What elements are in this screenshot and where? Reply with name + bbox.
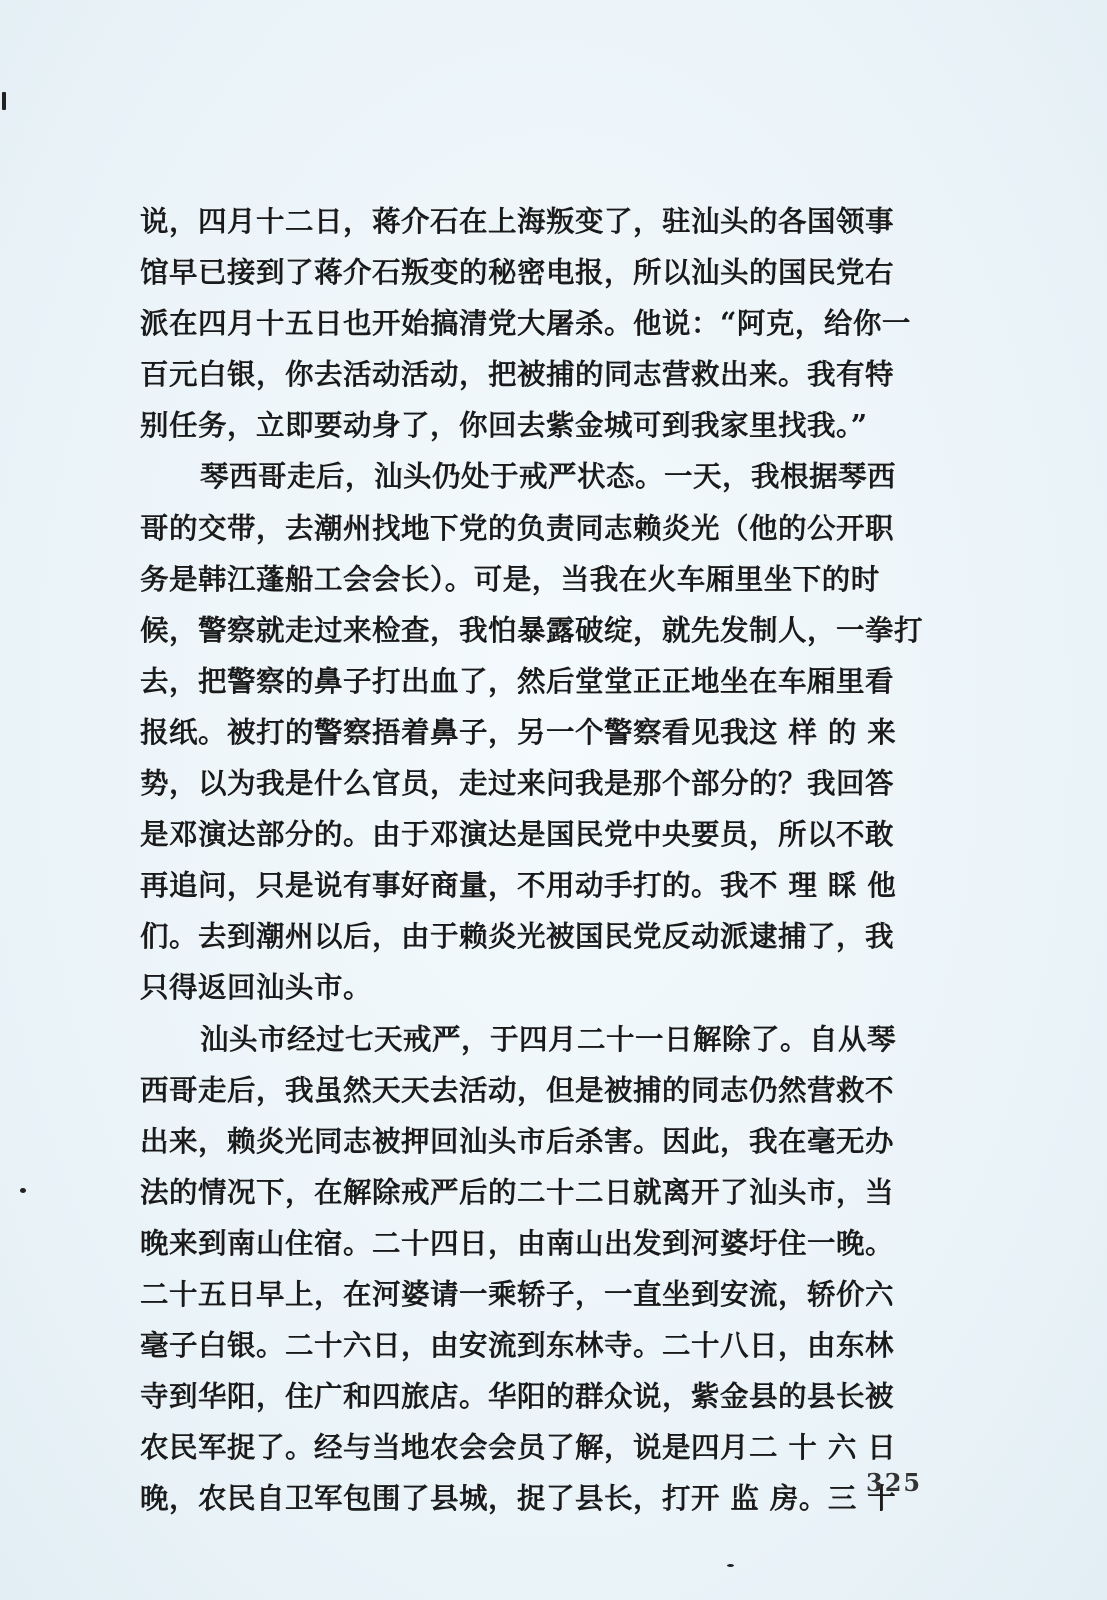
scan-speck xyxy=(20,1188,26,1193)
text-line: 哥的交带，去潮州找地下党的负责同志赖炎光（他的公开职 xyxy=(140,510,895,545)
text-line: 西哥走后，我虽然天天去活动，但是被捕的同志仍然营救不 xyxy=(140,1072,895,1107)
text-line: 派在四月十五日也开始搞清党大屠杀。他说：“阿克，给你一 xyxy=(140,306,911,341)
text-line: 毫子白银。二十六日，由安流到东林寺。二十八日，由东林 xyxy=(140,1328,895,1363)
text-line: 寺到华阳，住广和四旅店。华阳的群众说，紫金县的县长被 xyxy=(140,1379,895,1414)
body-text xyxy=(140,196,1000,1524)
text-line: 晚来到南山住宿。二十四日，由南山出发到河婆圩住一晚。 xyxy=(140,1225,895,1260)
text-line: 别任务，立即要动身了，你回去紫金城可到我家里找我。” xyxy=(140,408,868,443)
text-line: 法的情况下，在解除戒严后的二十二日就离开了汕头市，当 xyxy=(140,1174,895,1209)
text-line: 势，以为我是什么官员，走过来问我是那个部分的？我回答 xyxy=(140,766,895,801)
text-line: 再追问，只是说有事好商量，不用动手打的。我不 理 睬 他 xyxy=(140,868,897,903)
paragraph-start-line: 汕头市经过七天戒严，于四月二十一日解除了。自从琴 xyxy=(200,1021,897,1056)
text-line: 出来，赖炎光同志被押回汕头市后杀害。因此，我在毫无办 xyxy=(140,1123,895,1158)
text-line: 务是韩江蓬船工会会长）。可是，当我在火车厢里坐下的时 xyxy=(140,561,880,596)
text-line: 馆早已接到了蒋介石叛变的秘密电报，所以汕头的国民党右 xyxy=(140,255,895,290)
text-line: 去，把警察的鼻子打出血了，然后堂堂正正地坐在车厢里看 xyxy=(140,663,895,698)
text-line: 百元白银，你去活动活动，把被捕的同志营救出来。我有特 xyxy=(140,357,895,392)
page-number: 325 xyxy=(866,1468,923,1497)
text-line: 是邓演达部分的。由于邓演达是国民党中央要员，所以不敢 xyxy=(140,817,895,852)
text-line: 只得返回汕头市。 xyxy=(140,970,373,1005)
text-line: 二十五日早上，在河婆请一乘轿子，一直坐到安流，轿价六 xyxy=(140,1276,895,1311)
text-line: 们。去到潮州以后，由于赖炎光被国民党反动派逮捕了，我 xyxy=(140,919,895,954)
text-line: 农民军捉了。经与当地农会会员了解，说是四月二 十 六 日 xyxy=(140,1430,897,1465)
text-line: 报纸。被打的警察捂着鼻子，另一个警察看见我这 样 的 来 xyxy=(140,714,897,749)
scan-speck xyxy=(2,92,6,110)
paragraph-start-line: 琴西哥走后，汕头仍处于戒严状态。一天，我根据琴西 xyxy=(200,459,897,494)
text-line: 晚，农民自卫军包围了县城，捉了县长，打开 监 房。三 十 xyxy=(140,1481,897,1516)
text-line: 说，四月十二日，蒋介石在上海叛变了，驻汕头的各国领事 xyxy=(140,204,895,238)
scan-speck xyxy=(727,1564,734,1567)
text-line: 候，警察就走过来检查，我怕暴露破绽，就先发制人，一拳打 xyxy=(140,612,924,647)
